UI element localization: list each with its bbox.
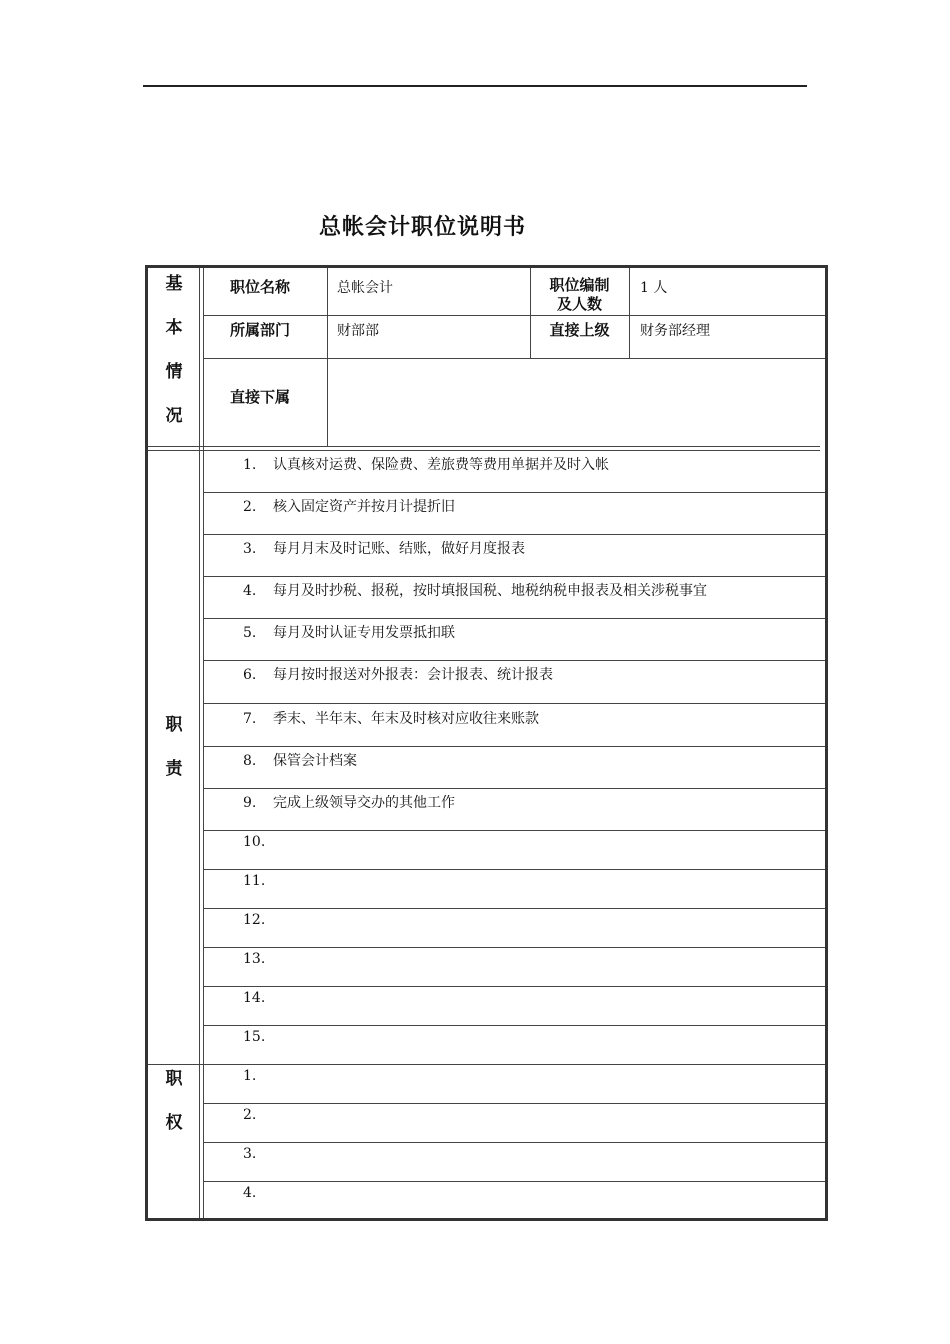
duty-item — [243, 750, 357, 770]
document-title: 总帐会计职位说明书 — [318, 215, 526, 240]
duty-number: 6. — [243, 667, 257, 683]
duty-number: 12. — [243, 912, 266, 928]
basic-label-char-4: 况 — [165, 406, 183, 426]
duty-item — [243, 834, 273, 850]
duty-item — [243, 538, 525, 558]
duty-divider — [203, 830, 825, 831]
basic-duties-divider — [148, 446, 820, 451]
duty-number: 5. — [243, 625, 257, 641]
superior-value: 财务部经理 — [640, 323, 710, 339]
headcount-label-line-2: 及人数 — [556, 295, 602, 313]
basic-label-char-2: 本 — [165, 318, 183, 338]
basic-info-section-label — [148, 273, 200, 449]
duty-item — [243, 454, 609, 474]
authority-section-label — [148, 1068, 200, 1156]
headcount-label-line-1: 职位编制 — [549, 276, 610, 294]
duty-item — [243, 580, 707, 600]
duty-text: 核入固定资产并按月计提折旧 — [273, 499, 455, 515]
duty-number: 2. — [243, 499, 257, 515]
duty-divider — [203, 947, 825, 948]
basic-col-divider-3 — [629, 268, 630, 358]
duty-text: 每月及时抄税、报税，按时填报国税、地税纳税申报表及相关涉税事宜 — [273, 583, 707, 599]
job-description-table — [145, 265, 828, 1221]
position-name-label: 职位名称 — [230, 278, 291, 296]
duty-number: 8. — [243, 753, 257, 769]
authority-number: 2. — [243, 1107, 257, 1123]
duty-number: 1. — [243, 457, 257, 473]
duty-text: 每月按时报送对外报表：会计报表、统计报表 — [273, 667, 553, 683]
superior-label: 直接上级 — [549, 321, 610, 339]
headcount-value: 1 人 — [640, 280, 668, 296]
duty-divider — [203, 908, 825, 909]
duty-number: 4. — [243, 583, 257, 599]
authority-number: 4. — [243, 1185, 257, 1201]
basic-label-char-3: 情 — [165, 362, 183, 382]
duty-item — [243, 496, 455, 516]
duty-text: 保管会计档案 — [273, 753, 357, 769]
duty-item — [243, 708, 539, 728]
duty-number: 7. — [243, 711, 257, 727]
duty-divider — [203, 492, 825, 493]
duty-divider — [203, 1025, 825, 1026]
duty-number: 9. — [243, 795, 257, 811]
basic-row-divider-1 — [203, 315, 825, 316]
authority-number: 3. — [243, 1146, 257, 1162]
duty-item — [243, 990, 273, 1006]
duty-divider — [203, 788, 825, 789]
duty-number: 15. — [243, 1029, 266, 1045]
duty-number: 14. — [243, 990, 266, 1006]
department-value: 财部部 — [337, 323, 379, 339]
duty-divider — [203, 660, 825, 661]
duties-authority-divider — [148, 1064, 825, 1065]
duty-item — [243, 1029, 273, 1045]
duty-text: 季末、半年末、年末及时核对应收往来账款 — [273, 711, 539, 727]
duty-divider — [203, 703, 825, 704]
basic-label-char-1: 基 — [165, 274, 183, 294]
duty-divider — [203, 576, 825, 577]
position-name-value: 总帐会计 — [337, 280, 393, 296]
duty-text: 完成上级领导交办的其他工作 — [273, 795, 455, 811]
duty-item — [243, 912, 273, 928]
duty-divider — [203, 869, 825, 870]
authority-item — [243, 1107, 273, 1123]
duty-number: 13. — [243, 951, 266, 967]
duty-number: 11. — [243, 873, 266, 889]
authority-divider — [203, 1103, 825, 1104]
authority-divider — [203, 1142, 825, 1143]
duties-label-char-2: 责 — [165, 759, 183, 779]
duty-item — [243, 951, 273, 967]
authority-number: 1. — [243, 1068, 257, 1084]
basic-col-divider-1 — [327, 268, 328, 447]
duty-item — [243, 873, 273, 889]
authority-item — [243, 1146, 273, 1162]
authority-label-char-1: 职 — [165, 1069, 183, 1089]
duty-divider — [203, 618, 825, 619]
authority-item — [243, 1068, 273, 1084]
duty-divider — [203, 534, 825, 535]
department-label: 所属部门 — [230, 321, 291, 339]
subordinate-label: 直接下属 — [230, 388, 291, 406]
duty-item — [243, 664, 553, 684]
duty-text: 每月及时认证专用发票抵扣联 — [273, 625, 455, 641]
duty-number: 3. — [243, 541, 257, 557]
duties-section-label — [148, 714, 200, 802]
headcount-label — [530, 276, 629, 314]
basic-row-divider-2 — [203, 358, 825, 359]
authority-divider — [203, 1181, 825, 1182]
duty-number: 10. — [243, 834, 266, 850]
duty-item — [243, 792, 455, 812]
duty-text: 认真核对运费、保险费、差旅费等费用单据并及时入帐 — [273, 457, 609, 473]
duty-item — [243, 622, 455, 642]
duty-divider — [203, 986, 825, 987]
header-rule — [143, 85, 807, 87]
authority-label-char-2: 权 — [165, 1113, 183, 1133]
duty-divider — [203, 746, 825, 747]
duty-text: 每月月末及时记账、结账，做好月度报表 — [273, 541, 525, 557]
authority-item — [243, 1185, 273, 1201]
duties-label-char-1: 职 — [165, 715, 183, 735]
